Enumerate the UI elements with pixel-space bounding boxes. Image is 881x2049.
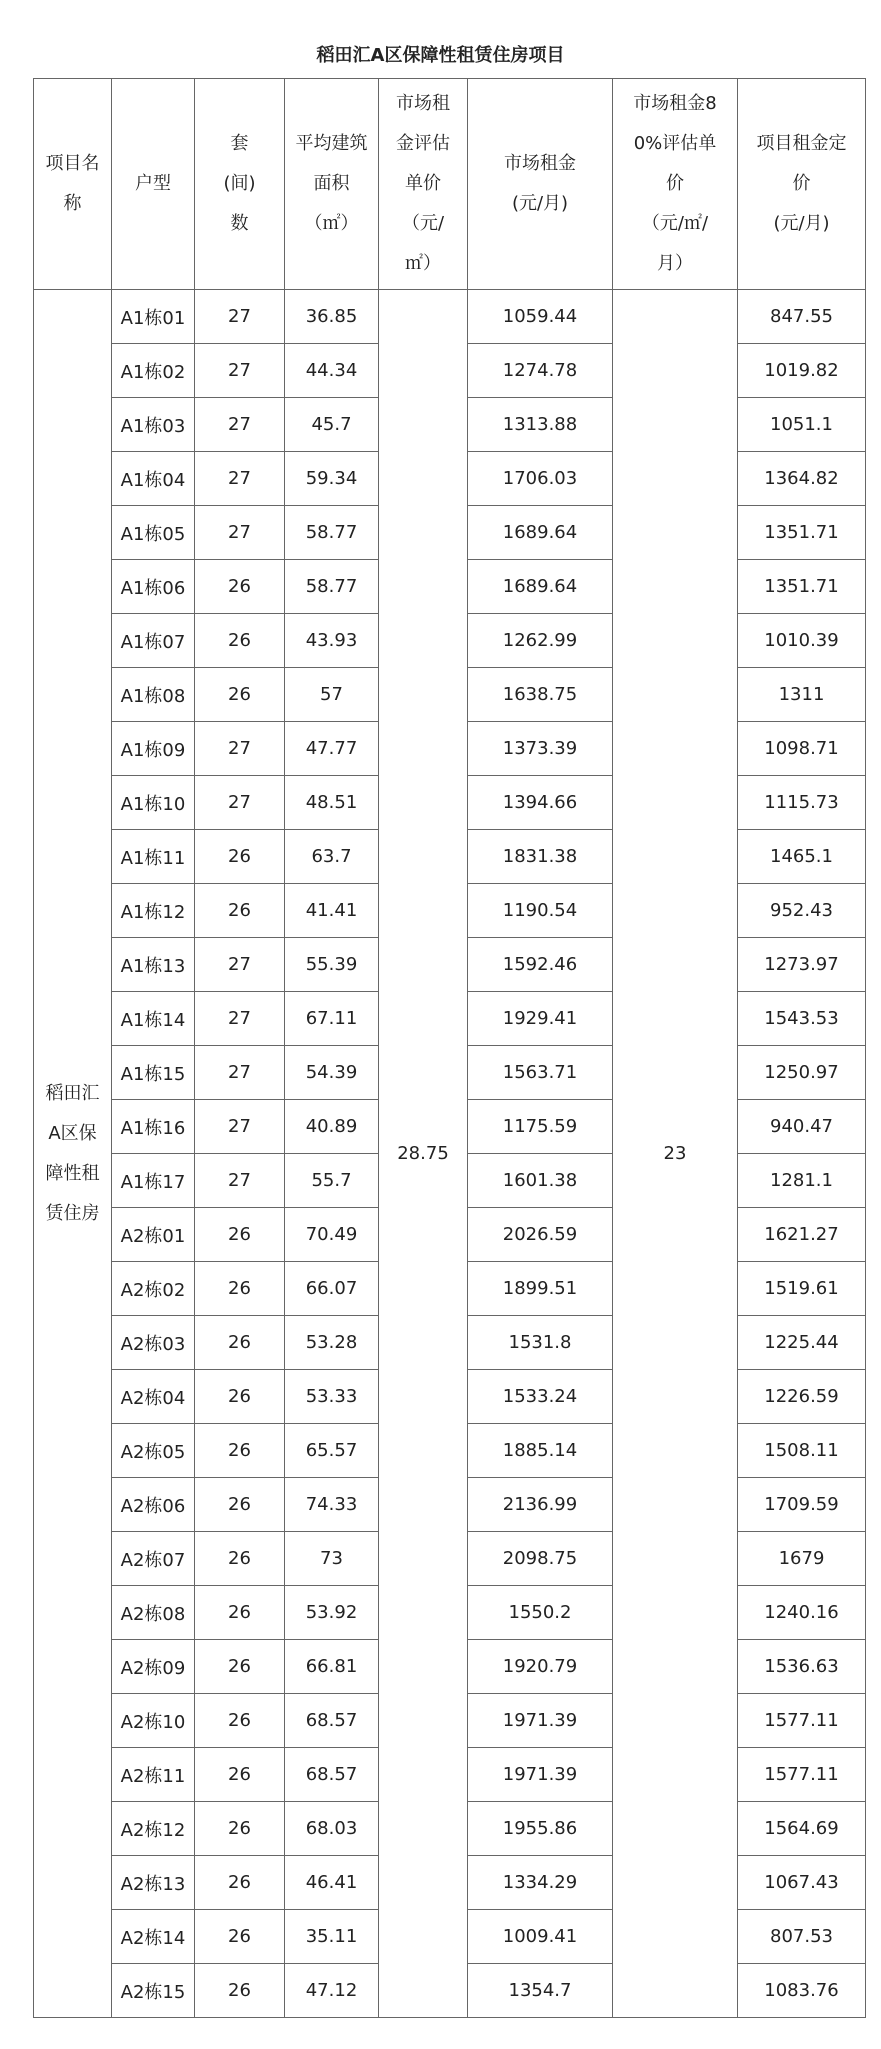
unit-type-cell: A1栋14 [112,992,195,1046]
avg-area-cell: 55.39 [285,938,379,992]
avg-area-cell: 66.07 [285,1262,379,1316]
project-rent-cell: 1564.69 [738,1802,866,1856]
unit-type-cell: A2栋08 [112,1586,195,1640]
market-rent-cell: 1885.14 [468,1424,613,1478]
unit-type-cell: A1栋13 [112,938,195,992]
unit-count-cell: 26 [195,1748,285,1802]
project-rent-cell: 940.47 [738,1100,866,1154]
project-rent-cell: 1281.1 [738,1154,866,1208]
unit-type-cell: A1栋09 [112,722,195,776]
unit-count-cell: 26 [195,1262,285,1316]
avg-area-cell: 53.92 [285,1586,379,1640]
market-rent-cell: 1262.99 [468,614,613,668]
avg-area-cell: 66.81 [285,1640,379,1694]
market-rent-cell: 1971.39 [468,1748,613,1802]
unit-type-cell: A1栋10 [112,776,195,830]
unit-count-cell: 27 [195,1154,285,1208]
unit-count-cell: 27 [195,776,285,830]
avg-area-cell: 67.11 [285,992,379,1046]
unit-type-cell: A1栋07 [112,614,195,668]
market-rent-cell: 1354.7 [468,1964,613,2018]
unit-type-cell: A2栋14 [112,1910,195,1964]
avg-area-cell: 35.11 [285,1910,379,1964]
project-rent-cell: 1240.16 [738,1586,866,1640]
project-rent-cell: 1273.97 [738,938,866,992]
project-rent-cell: 1577.11 [738,1748,866,1802]
unit-count-cell: 27 [195,938,285,992]
unit-type-cell: A1栋17 [112,1154,195,1208]
header-market-unit-price: 市场租 金评估 单价 （元/ ㎡） [379,79,468,290]
avg-area-cell: 70.49 [285,1208,379,1262]
avg-area-cell: 74.33 [285,1478,379,1532]
unit-count-cell: 27 [195,992,285,1046]
project-rent-cell: 1508.11 [738,1424,866,1478]
rent-table [33,78,866,2018]
table-title: 稻田汇A区保障性租赁住房项目 [316,45,565,66]
header-market-rent: 市场租金 (元/月) [468,79,613,290]
unit-count-cell: 27 [195,722,285,776]
unit-type-cell: A1栋02 [112,344,195,398]
avg-area-cell: 47.77 [285,722,379,776]
avg-area-cell: 73 [285,1532,379,1586]
market-rent-cell: 1550.2 [468,1586,613,1640]
avg-area-cell: 41.41 [285,884,379,938]
unit-count-cell: 26 [195,1910,285,1964]
avg-area-cell: 48.51 [285,776,379,830]
avg-area-cell: 59.34 [285,452,379,506]
unit-count-cell: 26 [195,614,285,668]
market-rent-cell: 1831.38 [468,830,613,884]
market-rent-cell: 1373.39 [468,722,613,776]
market-rent-cell: 1313.88 [468,398,613,452]
unit-count-cell: 26 [195,1424,285,1478]
avg-area-cell: 63.7 [285,830,379,884]
avg-area-cell: 36.85 [285,290,379,344]
unit-count-cell: 27 [195,452,285,506]
avg-area-cell: 68.03 [285,1802,379,1856]
market-rent-cell: 1394.66 [468,776,613,830]
unit-count-cell: 26 [195,1802,285,1856]
market-unit-price-cell: 28.75 [379,290,468,2018]
project-rent-cell: 1577.11 [738,1694,866,1748]
unit-count-cell: 27 [195,398,285,452]
project-rent-cell: 1621.27 [738,1208,866,1262]
market-rent-cell: 1531.8 [468,1316,613,1370]
market-rent-cell: 1706.03 [468,452,613,506]
unit-count-cell: 27 [195,290,285,344]
unit-type-cell: A1栋04 [112,452,195,506]
unit-count-cell: 26 [195,1856,285,1910]
unit-count-cell: 26 [195,1964,285,2018]
avg-area-cell: 46.41 [285,1856,379,1910]
unit-type-cell: A1栋11 [112,830,195,884]
project-rent-cell: 1351.71 [738,506,866,560]
market-rent-cell: 1899.51 [468,1262,613,1316]
unit-count-cell: 26 [195,1532,285,1586]
project-rent-cell: 1225.44 [738,1316,866,1370]
project-rent-cell: 1543.53 [738,992,866,1046]
table-body [34,290,866,2018]
unit-type-cell: A2栋09 [112,1640,195,1694]
unit-count-cell: 26 [195,1478,285,1532]
project-rent-cell: 1010.39 [738,614,866,668]
header-unit-type: 户型 [112,79,195,290]
unit-count-cell: 26 [195,1586,285,1640]
unit-count-cell: 26 [195,884,285,938]
market-rent-cell: 1334.29 [468,1856,613,1910]
unit-type-cell: A2栋11 [112,1748,195,1802]
project-rent-cell: 1364.82 [738,452,866,506]
unit-type-cell: A2栋06 [112,1478,195,1532]
project-name-text: 稻田汇 A区保 障性租 赁住房 [45,1082,100,1224]
avg-area-cell: 58.77 [285,560,379,614]
avg-area-cell: 65.57 [285,1424,379,1478]
market-rent-cell: 1059.44 [468,290,613,344]
header-row [34,79,866,290]
market-rent-cell: 1009.41 [468,1910,613,1964]
unit-count-cell: 26 [195,560,285,614]
unit-type-cell: A2栋10 [112,1694,195,1748]
project-rent-cell: 807.53 [738,1910,866,1964]
header-market-80-unit-price: 市场租金8 0%评估单 价 （元/㎡/ 月） [613,79,738,290]
unit-type-cell: A2栋07 [112,1532,195,1586]
unit-count-cell: 27 [195,506,285,560]
header-unit-count: 套 (间) 数 [195,79,285,290]
unit-type-cell: A2栋05 [112,1424,195,1478]
market-rent-cell: 1920.79 [468,1640,613,1694]
project-rent-cell: 1536.63 [738,1640,866,1694]
unit-type-cell: A1栋05 [112,506,195,560]
avg-area-cell: 43.93 [285,614,379,668]
project-rent-cell: 1465.1 [738,830,866,884]
project-rent-cell: 1226.59 [738,1370,866,1424]
market-rent-cell: 1175.59 [468,1100,613,1154]
project-rent-cell: 952.43 [738,884,866,938]
unit-type-cell: A1栋16 [112,1100,195,1154]
avg-area-cell: 55.7 [285,1154,379,1208]
unit-type-cell: A2栋12 [112,1802,195,1856]
project-rent-cell: 1519.61 [738,1262,866,1316]
unit-count-cell: 27 [195,1100,285,1154]
market-rent-cell: 1689.64 [468,560,613,614]
market-rent-cell: 1533.24 [468,1370,613,1424]
avg-area-cell: 45.7 [285,398,379,452]
unit-type-cell: A1栋08 [112,668,195,722]
avg-area-cell: 44.34 [285,344,379,398]
project-rent-cell: 1679 [738,1532,866,1586]
avg-area-cell: 54.39 [285,1046,379,1100]
project-rent-cell: 1067.43 [738,1856,866,1910]
market-rent-cell: 2098.75 [468,1532,613,1586]
project-rent-cell: 1051.1 [738,398,866,452]
market-80-unit-price-cell: 23 [613,290,738,2018]
unit-type-cell: A2栋13 [112,1856,195,1910]
avg-area-cell: 57 [285,668,379,722]
unit-type-cell: A1栋15 [112,1046,195,1100]
project-rent-cell: 847.55 [738,290,866,344]
market-rent-cell: 1190.54 [468,884,613,938]
avg-area-cell: 40.89 [285,1100,379,1154]
unit-count-cell: 27 [195,1046,285,1100]
avg-area-cell: 53.28 [285,1316,379,1370]
unit-count-cell: 26 [195,1208,285,1262]
unit-type-cell: A1栋01 [112,290,195,344]
unit-type-cell: A2栋03 [112,1316,195,1370]
header-project-name: 项目名 称 [34,79,112,290]
market-rent-cell: 2136.99 [468,1478,613,1532]
avg-area-cell: 47.12 [285,1964,379,2018]
market-rent-cell: 1274.78 [468,344,613,398]
market-rent-cell: 1971.39 [468,1694,613,1748]
project-rent-cell: 1311 [738,668,866,722]
avg-area-cell: 68.57 [285,1694,379,1748]
header-avg-area: 平均建筑 面积 （㎡） [285,79,379,290]
project-rent-cell: 1709.59 [738,1478,866,1532]
unit-type-cell: A2栋04 [112,1370,195,1424]
market-rent-cell: 1955.86 [468,1802,613,1856]
unit-type-cell: A1栋06 [112,560,195,614]
project-rent-cell: 1019.82 [738,344,866,398]
unit-count-cell: 26 [195,668,285,722]
market-rent-cell: 1689.64 [468,506,613,560]
unit-type-cell: A2栋02 [112,1262,195,1316]
unit-count-cell: 26 [195,1694,285,1748]
unit-count-cell: 26 [195,1316,285,1370]
market-rent-cell: 1601.38 [468,1154,613,1208]
project-name-cell [34,290,112,2018]
market-rent-cell: 2026.59 [468,1208,613,1262]
avg-area-cell: 68.57 [285,1748,379,1802]
unit-count-cell: 26 [195,1370,285,1424]
avg-area-cell: 58.77 [285,506,379,560]
unit-type-cell: A1栋03 [112,398,195,452]
avg-area-cell: 53.33 [285,1370,379,1424]
unit-type-cell: A2栋15 [112,1964,195,2018]
project-rent-cell: 1083.76 [738,1964,866,2018]
unit-count-cell: 27 [195,344,285,398]
project-rent-cell: 1115.73 [738,776,866,830]
unit-count-cell: 26 [195,830,285,884]
project-rent-cell: 1351.71 [738,560,866,614]
project-rent-cell: 1250.97 [738,1046,866,1100]
unit-type-cell: A1栋12 [112,884,195,938]
unit-count-cell: 26 [195,1640,285,1694]
market-rent-cell: 1563.71 [468,1046,613,1100]
market-rent-cell: 1638.75 [468,668,613,722]
header-project-rent: 项目租金定 价 (元/月) [738,79,866,290]
table-row [34,290,866,344]
unit-type-cell: A2栋01 [112,1208,195,1262]
market-rent-cell: 1929.41 [468,992,613,1046]
project-rent-cell: 1098.71 [738,722,866,776]
market-rent-cell: 1592.46 [468,938,613,992]
